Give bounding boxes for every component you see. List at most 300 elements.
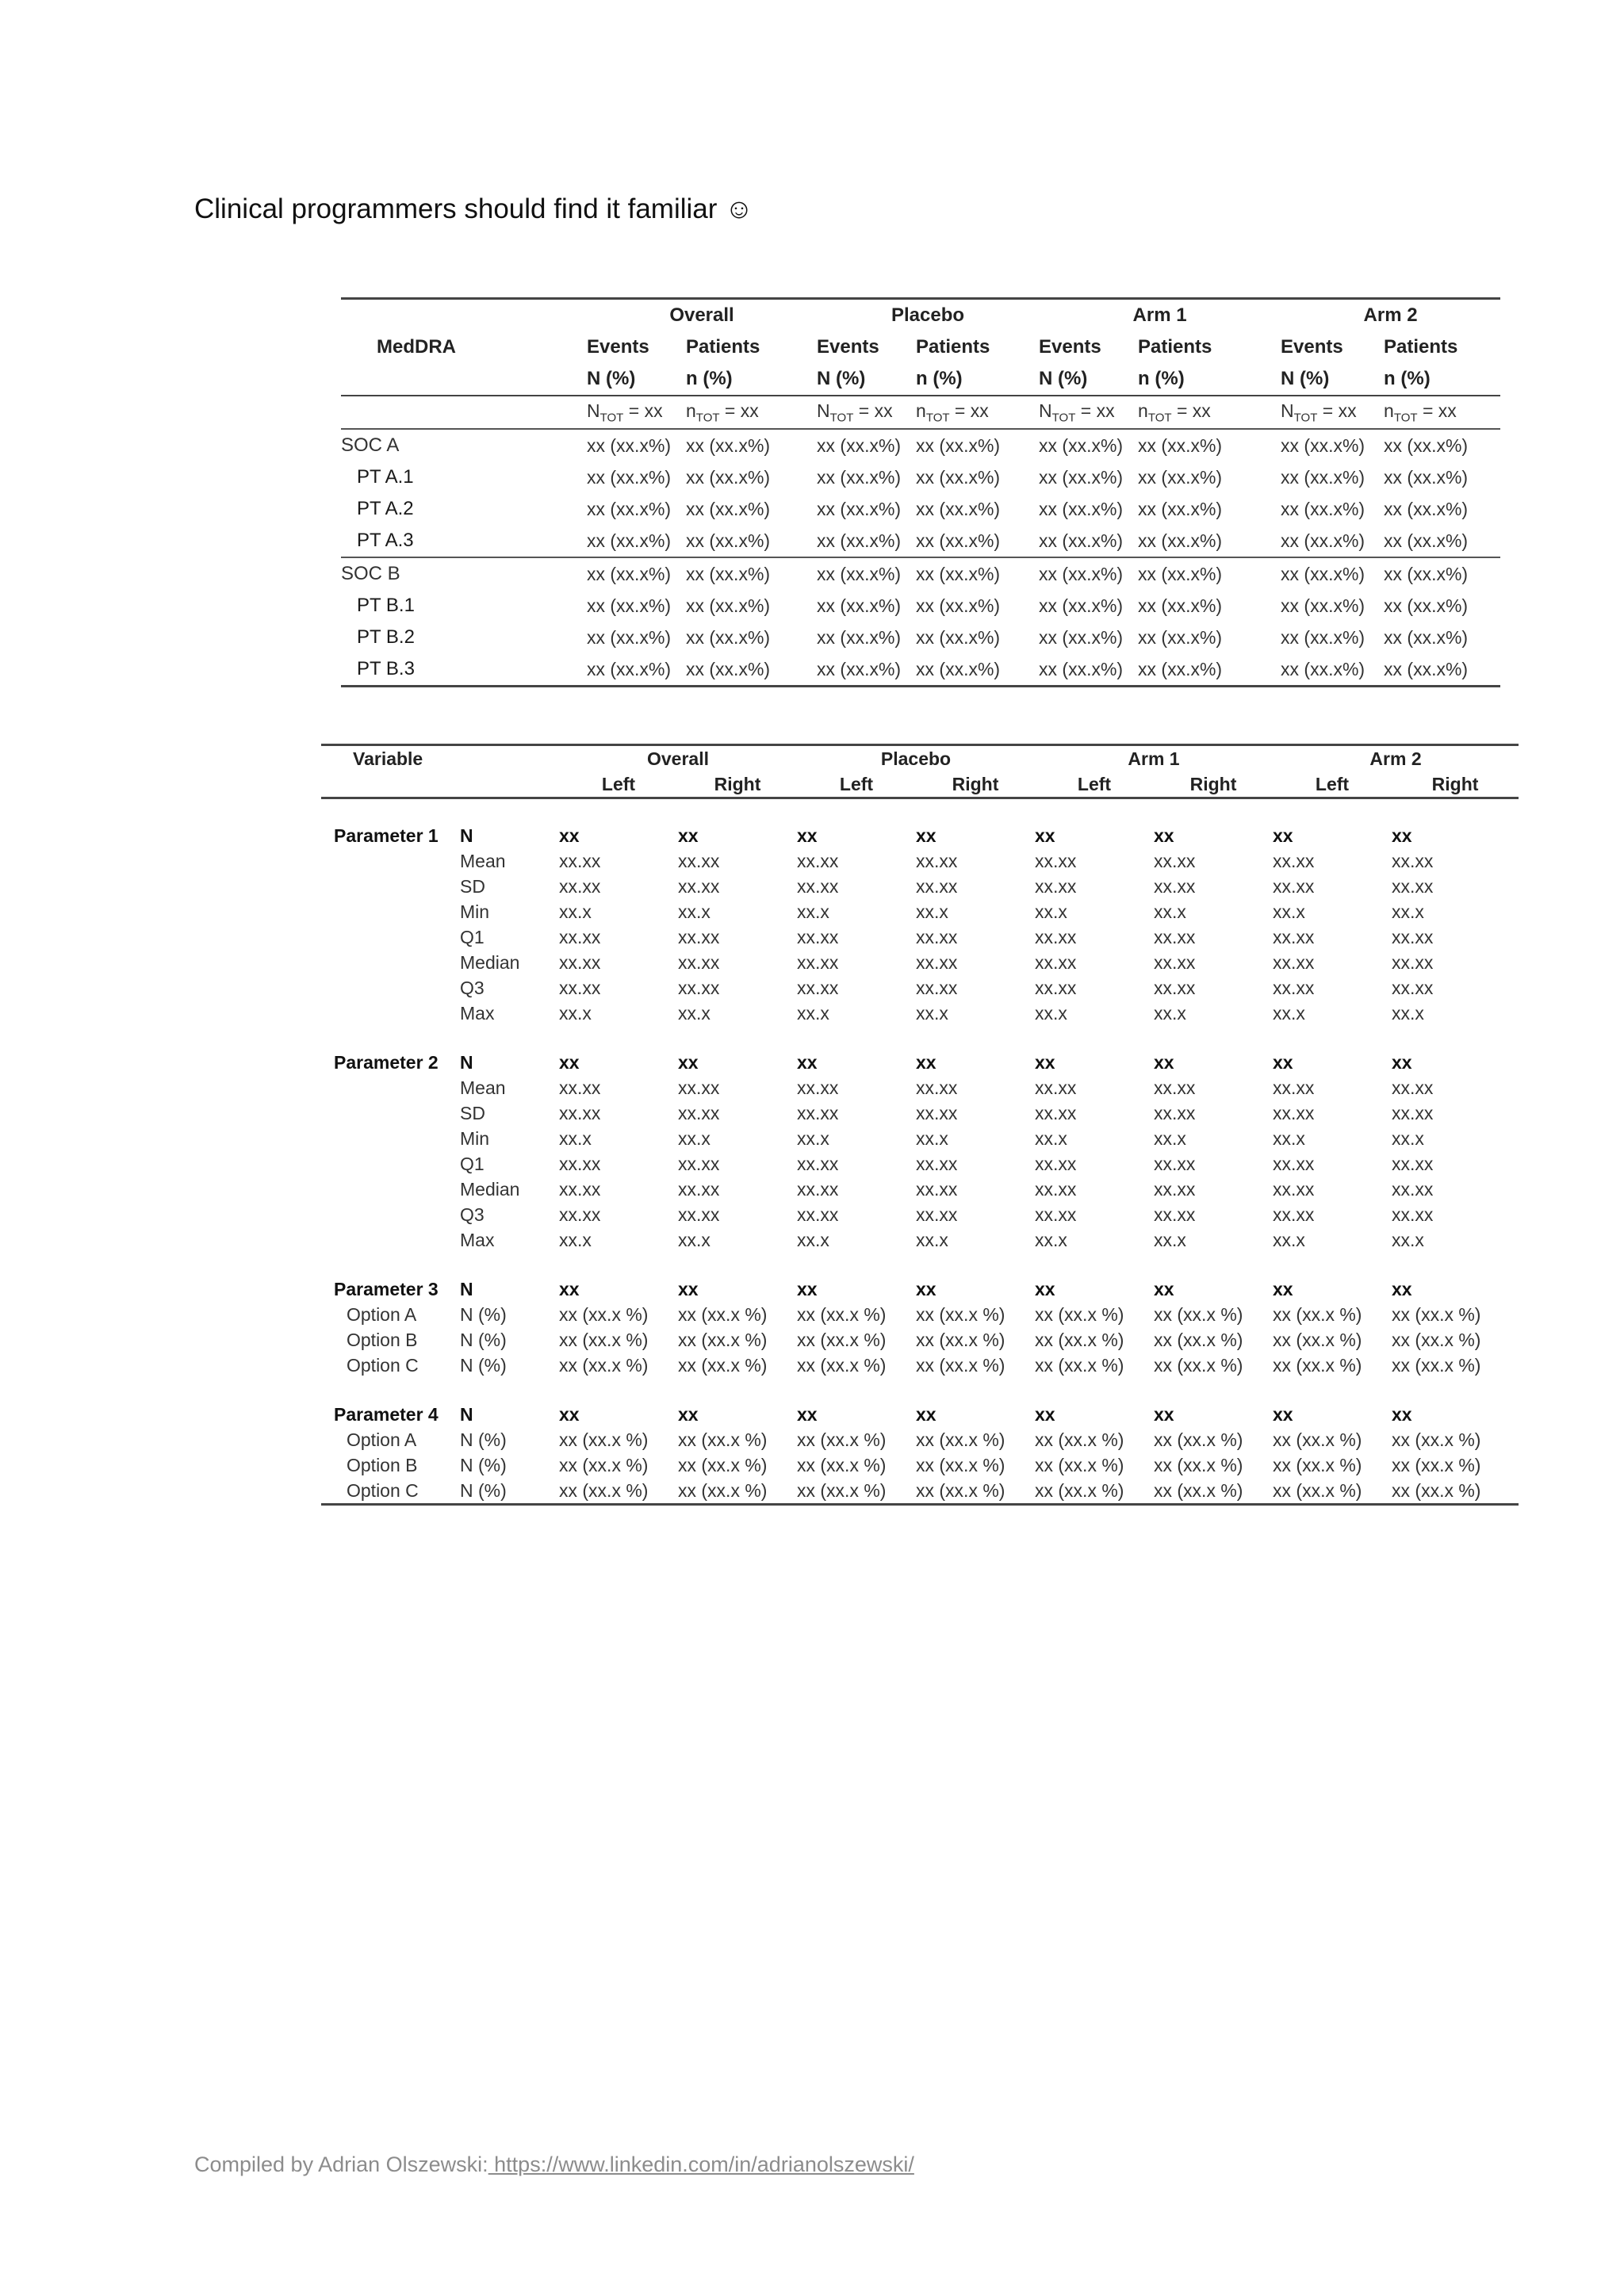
group-header: Placebo [797, 745, 1035, 772]
left-value: xx.xx [559, 850, 601, 871]
events-value: xx (xx.x%) [817, 466, 902, 488]
events-value: xx (xx.x%) [587, 466, 672, 488]
patients-value: xx (xx.x%) [916, 466, 1001, 488]
group-header: Overall [559, 745, 797, 772]
total-subscript: TOT [599, 411, 624, 425]
right-value: xx.x [1392, 1127, 1424, 1149]
block-spacer [321, 798, 1519, 824]
events-value: xx (xx.x%) [587, 653, 686, 687]
patients-value: xx (xx.x%) [916, 530, 1001, 551]
stat-row [321, 1001, 1519, 1026]
parameter-label: Parameter 1 [334, 825, 439, 846]
left-value: xx [1035, 825, 1055, 846]
block-spacer [321, 1026, 1519, 1050]
total-value: = xx [949, 400, 989, 421]
left-header: Left [797, 771, 916, 798]
stat-label: Q3 [460, 977, 485, 998]
stat-label: Median [460, 951, 520, 973]
stat-row [321, 975, 1519, 1001]
left-value: xx (xx.x %) [797, 1429, 887, 1450]
events-header: Events [1281, 336, 1343, 358]
footer-credit [194, 2152, 914, 2177]
right-value: xx.x [1154, 1127, 1186, 1149]
total-symbol: n [1138, 400, 1148, 421]
right-value: xx (xx.x %) [916, 1354, 1005, 1376]
stat-label: N [460, 1051, 473, 1073]
stat-row [321, 1202, 1519, 1227]
right-value: xx.xx [678, 926, 720, 947]
patients-value: xx (xx.x%) [1138, 653, 1281, 687]
patients-value: xx (xx.x%) [686, 595, 771, 616]
right-value: xx.x [678, 1002, 710, 1024]
left-value: xx.xx [559, 875, 601, 897]
patients-value: xx (xx.x%) [1384, 530, 1469, 551]
row-blank [321, 848, 460, 874]
row-blank [321, 1075, 460, 1100]
right-value: xx.xx [1154, 875, 1196, 897]
left-value: xx [797, 1403, 818, 1425]
stat-label: Median [460, 1178, 520, 1200]
header-blank [341, 299, 587, 332]
right-value: xx.x [678, 1229, 710, 1250]
row-blank [321, 950, 460, 975]
events-value: xx (xx.x%) [817, 557, 916, 590]
row-blank [321, 924, 460, 950]
right-value: xx (xx.x %) [678, 1354, 768, 1376]
option-label: Option B [347, 1454, 418, 1475]
left-value: xx.xx [1273, 1102, 1315, 1123]
footer-prefix: Compiled by Adrian Olszewski: [194, 2152, 488, 2176]
events-value: xx (xx.x%) [1281, 626, 1365, 648]
left-value: xx.xx [1035, 1178, 1077, 1200]
left-value: xx.xx [797, 1203, 839, 1225]
left-value: xx.xx [1035, 926, 1077, 947]
right-value: xx.x [678, 901, 710, 922]
right-value: xx [1392, 825, 1412, 846]
events-header: Events [817, 336, 879, 358]
left-value: xx.xx [1035, 1102, 1077, 1123]
left-value: xx (xx.x %) [1035, 1454, 1124, 1475]
events-value: xx (xx.x%) [1039, 498, 1124, 519]
events-value: xx (xx.x%) [587, 498, 672, 519]
right-value: xx (xx.x %) [916, 1329, 1005, 1350]
stat-row [321, 1452, 1519, 1478]
left-value: xx.xx [559, 951, 601, 973]
events-total [587, 396, 686, 429]
left-value: xx.x [559, 1229, 592, 1250]
right-value: xx [678, 1051, 699, 1073]
right-value: xx (xx.x %) [1392, 1354, 1481, 1376]
right-header: Right [916, 771, 1035, 798]
right-value: xx.x [1154, 1229, 1186, 1250]
stat-label: N [460, 1278, 473, 1299]
right-value: xx (xx.x %) [1154, 1329, 1243, 1350]
stat-row [321, 1050, 1519, 1075]
patients-value: xx (xx.x%) [1384, 434, 1469, 456]
patients-value: xx (xx.x%) [1138, 498, 1223, 519]
ae-row [341, 461, 1500, 493]
left-value: xx [1035, 1403, 1055, 1425]
patients-unit: n (%) [916, 363, 1039, 396]
header-row-groups [341, 299, 1500, 332]
right-value: xx (xx.x %) [1154, 1429, 1243, 1450]
left-value: xx [559, 825, 580, 846]
left-value: xx (xx.x %) [1035, 1429, 1124, 1450]
stat-row [321, 1075, 1519, 1100]
patients-value: xx (xx.x%) [1384, 466, 1469, 488]
total-value: = xx [1075, 400, 1115, 421]
left-value: xx.xx [1273, 977, 1315, 998]
left-value: xx (xx.x %) [1273, 1454, 1362, 1475]
right-value: xx.xx [916, 875, 958, 897]
header-row-sides [321, 771, 1519, 798]
right-value: xx [916, 1278, 936, 1299]
left-value: xx (xx.x %) [797, 1454, 887, 1475]
patients-unit: n (%) [686, 363, 817, 396]
stat-label: Max [460, 1229, 495, 1250]
pt-label: PT A.1 [357, 466, 414, 488]
stat-label: Q3 [460, 1203, 485, 1225]
right-value: xx.xx [678, 951, 720, 973]
patients-value: xx (xx.x%) [686, 434, 771, 456]
left-value: xx.x [797, 1229, 829, 1250]
events-value: xx (xx.x%) [1039, 466, 1124, 488]
right-value: xx [1154, 1278, 1174, 1299]
right-value: xx.xx [678, 977, 720, 998]
left-value: xx (xx.x %) [1273, 1429, 1362, 1450]
right-value: xx.xx [678, 1178, 720, 1200]
group-header: Arm 2 [1273, 745, 1519, 772]
stat-label: N (%) [460, 1478, 559, 1505]
total-value: = xx [1171, 400, 1211, 421]
right-value: xx (xx.x %) [1154, 1454, 1243, 1475]
stat-label: N [460, 1403, 473, 1425]
left-value: xx.xx [559, 926, 601, 947]
left-value: xx.xx [1035, 977, 1077, 998]
left-value: xx [1273, 825, 1293, 846]
patients-header: Patients [686, 336, 760, 358]
left-value: xx.xx [559, 1077, 601, 1098]
left-value: xx.xx [559, 1203, 601, 1225]
events-value: xx (xx.x%) [1281, 653, 1384, 687]
total-subscript: TOT [1051, 411, 1076, 425]
total-subscript: TOT [695, 411, 720, 425]
right-value: xx (xx.x %) [916, 1303, 1005, 1325]
left-value: xx.xx [1035, 850, 1077, 871]
events-value: xx (xx.x%) [1281, 595, 1365, 616]
right-value: xx [1154, 825, 1174, 846]
total-symbol: n [1384, 400, 1394, 421]
patients-value: xx (xx.x%) [1138, 530, 1223, 551]
events-total [1281, 396, 1384, 429]
right-value: xx.xx [1392, 1102, 1434, 1123]
right-value: xx.xx [1392, 926, 1434, 947]
left-value: xx (xx.x %) [559, 1454, 649, 1475]
patients-value: xx (xx.x%) [1138, 595, 1223, 616]
right-value: xx [678, 825, 699, 846]
left-value: xx [1273, 1051, 1293, 1073]
left-value: xx (xx.x %) [1035, 1303, 1124, 1325]
right-value: xx [916, 1403, 936, 1425]
left-value: xx (xx.x %) [797, 1354, 887, 1376]
right-value: xx.xx [916, 926, 958, 947]
left-value: xx [797, 1051, 818, 1073]
events-value: xx (xx.x%) [817, 434, 902, 456]
left-value: xx.x [1273, 901, 1305, 922]
header-row-groups [321, 745, 1519, 772]
stat-row [321, 823, 1519, 848]
ae-row [341, 429, 1500, 461]
pt-label: PT A.2 [357, 498, 414, 519]
left-value: xx.xx [1273, 1153, 1315, 1174]
right-value: xx.xx [916, 1203, 958, 1225]
left-value: xx.xx [797, 977, 839, 998]
events-value: xx (xx.x%) [1281, 530, 1365, 551]
left-value: xx [1035, 1051, 1055, 1073]
right-value: xx.x [1392, 1002, 1424, 1024]
events-value: xx (xx.x%) [1039, 530, 1124, 551]
spacer-cell [321, 1378, 1519, 1402]
left-value: xx.xx [797, 875, 839, 897]
right-value: xx [678, 1403, 699, 1425]
left-value: xx (xx.x %) [1273, 1303, 1362, 1325]
events-value: xx (xx.x%) [1039, 653, 1138, 687]
right-value: xx.xx [1392, 850, 1434, 871]
right-value: xx [1392, 1278, 1412, 1299]
right-value: xx (xx.x %) [678, 1303, 768, 1325]
left-value: xx.xx [797, 850, 839, 871]
header-blank [460, 745, 559, 772]
totals-row [341, 396, 1500, 429]
header-row-units [341, 363, 1500, 396]
patients-value: xx (xx.x%) [916, 626, 1001, 648]
left-value: xx.xx [559, 1102, 601, 1123]
footer-link[interactable]: https://www.linkedin.com/in/adrianolszewski/ [488, 2152, 914, 2176]
patients-value: xx (xx.x%) [1384, 557, 1500, 590]
stat-label: Min [460, 1127, 490, 1149]
parameter-label: Parameter 2 [334, 1051, 439, 1073]
right-value: xx (xx.x %) [1392, 1303, 1481, 1325]
row-blank [321, 874, 460, 899]
patients-value: xx (xx.x%) [1384, 498, 1469, 519]
stat-label: N (%) [460, 1429, 507, 1450]
right-value: xx.x [1154, 901, 1186, 922]
stat-row [321, 1302, 1519, 1327]
right-value: xx.xx [916, 1102, 958, 1123]
option-label: Option A [347, 1303, 417, 1325]
block-spacer [321, 1378, 1519, 1402]
right-value: xx (xx.x %) [916, 1429, 1005, 1450]
total-subscript: TOT [1293, 411, 1318, 425]
right-value: xx (xx.x %) [1392, 1429, 1481, 1450]
right-value: xx.xx [916, 850, 958, 871]
patients-value: xx (xx.x%) [686, 653, 817, 687]
events-value: xx (xx.x%) [817, 498, 902, 519]
left-value: xx.xx [797, 951, 839, 973]
stat-row [321, 1177, 1519, 1202]
group-header: Arm 1 [1035, 745, 1273, 772]
left-value: xx (xx.x %) [1035, 1354, 1124, 1376]
left-value: xx.x [559, 1002, 592, 1024]
stat-label: Q1 [460, 926, 485, 947]
right-value: xx.xx [1154, 1102, 1196, 1123]
patients-value: xx (xx.x%) [916, 498, 1001, 519]
left-value: xx.x [559, 901, 592, 922]
right-value: xx (xx.x %) [1392, 1454, 1481, 1475]
events-value: xx (xx.x%) [587, 626, 672, 648]
left-value: xx.xx [559, 977, 601, 998]
patients-total [916, 396, 1039, 429]
totals-blank [341, 396, 587, 429]
total-subscript: TOT [1147, 411, 1172, 425]
right-value: xx.x [916, 1229, 948, 1250]
left-value: xx (xx.x %) [559, 1303, 649, 1325]
summary-statistics-table [321, 744, 1519, 1506]
right-value: xx.xx [1392, 875, 1434, 897]
header-blank [321, 771, 460, 798]
left-value: xx.xx [1273, 1178, 1315, 1200]
group-header: Placebo [817, 299, 1039, 332]
patients-total [686, 396, 817, 429]
total-value: = xx [1417, 400, 1457, 421]
option-label: Option C [347, 1354, 419, 1376]
right-value: xx (xx.x %) [1154, 1303, 1243, 1325]
patients-value: xx (xx.x%) [916, 434, 1001, 456]
events-value: xx (xx.x%) [587, 595, 672, 616]
adverse-events-table [341, 297, 1500, 687]
left-value: xx.xx [1273, 951, 1315, 973]
patients-value: xx (xx.x%) [686, 626, 771, 648]
left-value: xx (xx.x %) [559, 1429, 649, 1450]
left-value: xx (xx.x %) [559, 1478, 678, 1505]
left-value: xx [559, 1403, 580, 1425]
ae-row [341, 622, 1500, 653]
right-value: xx [1154, 1403, 1174, 1425]
spacer-cell [321, 798, 1519, 824]
block-spacer [321, 1253, 1519, 1276]
left-value: xx (xx.x %) [797, 1478, 916, 1505]
right-value: xx [916, 825, 936, 846]
right-value: xx [916, 1051, 936, 1073]
patients-value: xx (xx.x%) [916, 557, 1039, 590]
right-value: xx [1154, 1051, 1174, 1073]
intro-text: Clinical programmers should find it familiar ☺ [194, 193, 753, 224]
left-value: xx.xx [1035, 1203, 1077, 1225]
left-value: xx.xx [1035, 1153, 1077, 1174]
right-value: xx.x [678, 1127, 710, 1149]
spacer-cell [321, 1026, 1519, 1050]
left-value: xx.x [1273, 1229, 1305, 1250]
row-blank [321, 1001, 460, 1026]
left-value: xx [1273, 1403, 1293, 1425]
right-value: xx.xx [1154, 926, 1196, 947]
total-value: = xx [853, 400, 893, 421]
right-value: xx.xx [1154, 1203, 1196, 1225]
left-header: Left [1273, 771, 1392, 798]
events-value: xx (xx.x%) [817, 595, 902, 616]
header-blank [460, 771, 559, 798]
row-blank [321, 1177, 460, 1202]
left-value: xx [797, 825, 818, 846]
right-value: xx.xx [1154, 1153, 1196, 1174]
events-unit: N (%) [817, 363, 916, 396]
total-symbol: N [1281, 400, 1294, 421]
parameter-label: Parameter 4 [334, 1403, 439, 1425]
left-value: xx.x [1035, 1127, 1067, 1149]
ae-row [341, 525, 1500, 557]
right-value: xx.xx [678, 1203, 720, 1225]
stat-row [321, 1276, 1519, 1302]
row-blank [321, 1126, 460, 1151]
stat-row [321, 1353, 1519, 1378]
right-value: xx.x [916, 1127, 948, 1149]
right-value: xx.x [1392, 901, 1424, 922]
patients-value: xx (xx.x%) [686, 498, 771, 519]
left-value: xx.x [1035, 901, 1067, 922]
patients-header: Patients [1384, 336, 1458, 358]
stat-label: N (%) [460, 1303, 507, 1325]
group-header: Overall [587, 299, 817, 332]
right-value: xx (xx.x %) [1154, 1354, 1243, 1376]
stat-label: SD [460, 1102, 485, 1123]
patients-value: xx (xx.x%) [1138, 466, 1223, 488]
patients-header: Patients [1138, 336, 1212, 358]
stat-row [321, 1402, 1519, 1427]
left-value: xx [559, 1278, 580, 1299]
left-value: xx (xx.x %) [1035, 1329, 1124, 1350]
total-subscript: TOT [1393, 411, 1418, 425]
patients-total [1384, 396, 1500, 429]
left-header: Left [1035, 771, 1154, 798]
right-value: xx.xx [1154, 1077, 1196, 1098]
patients-value: xx (xx.x%) [1384, 595, 1469, 616]
events-value: xx (xx.x%) [1281, 466, 1365, 488]
events-value: xx (xx.x%) [1281, 498, 1365, 519]
left-value: xx.xx [1035, 951, 1077, 973]
total-symbol: n [686, 400, 696, 421]
variable-header: Variable [321, 745, 460, 772]
left-value: xx.x [559, 1127, 592, 1149]
left-value: xx (xx.x %) [559, 1354, 649, 1376]
right-value: xx.xx [916, 977, 958, 998]
left-value: xx.x [797, 1127, 829, 1149]
stat-label: Mean [460, 850, 506, 871]
total-symbol: N [587, 400, 600, 421]
patients-value: xx (xx.x%) [686, 530, 771, 551]
left-value: xx.xx [1273, 850, 1315, 871]
patients-value: xx (xx.x%) [686, 557, 817, 590]
pt-label: PT B.1 [357, 595, 415, 616]
row-blank [321, 1202, 460, 1227]
stat-label: Mean [460, 1077, 506, 1098]
left-value: xx.x [797, 1002, 829, 1024]
left-value: xx.x [1035, 1002, 1067, 1024]
stat-label: Q1 [460, 1153, 485, 1174]
right-value: xx.xx [916, 1178, 958, 1200]
group-header: Arm 1 [1039, 299, 1281, 332]
events-total [1039, 396, 1138, 429]
left-value: xx (xx.x %) [1035, 1478, 1154, 1505]
right-value: xx.xx [1154, 977, 1196, 998]
pt-label: PT A.3 [357, 530, 414, 551]
stat-row [321, 1151, 1519, 1177]
right-value: xx (xx.x %) [678, 1429, 768, 1450]
events-value: xx (xx.x%) [817, 626, 902, 648]
stat-row [321, 1478, 1519, 1505]
right-value: xx [678, 1278, 699, 1299]
left-value: xx (xx.x %) [559, 1329, 649, 1350]
events-unit: N (%) [587, 363, 686, 396]
